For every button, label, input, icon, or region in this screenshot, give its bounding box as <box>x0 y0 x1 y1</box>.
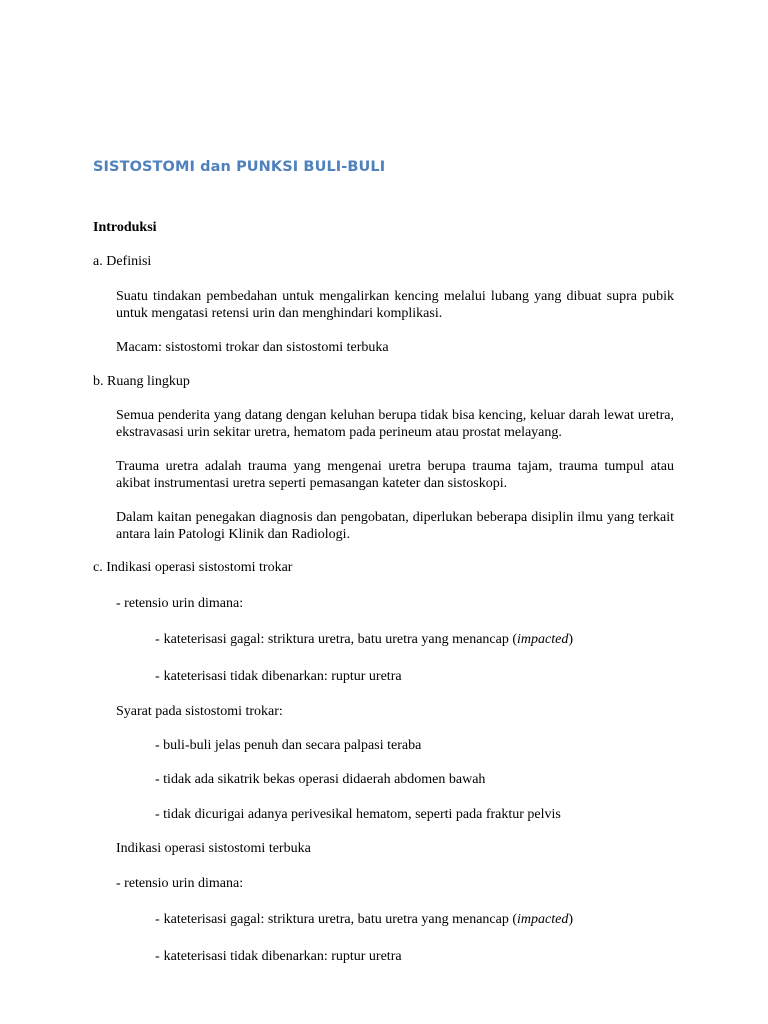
intro-heading: Introduksi <box>93 220 157 235</box>
kateterisasi-tidak-item <box>155 668 402 685</box>
syarat-item-2: - tidak ada sikatrik bekas operasi didaerah abdomen bawah <box>155 772 486 787</box>
kateterisasi-tidak-item-2 <box>155 948 402 965</box>
close-paren-2: ) <box>568 912 574 927</box>
scope-paragraph-3: Dalam kaitan penegakan diagnosis dan pengobatan, diperlukan beberapa disiplin ilmu yang terkait antara lain Patologi Klinik dan Radiologi. <box>116 510 674 542</box>
retensio-item: - retensio urin dimana: <box>116 596 244 611</box>
section-c-label: c. Indikasi operasi sistostomi trokar <box>93 560 293 575</box>
indikasi-terbuka-heading: Indikasi operasi sistostomi terbuka <box>116 841 311 856</box>
definition-paragraph: Suatu tindakan pembedahan untuk mengalirkan kencing melalui lubang yang dibuat supra pubik untuk mengatasi retensi urin dan menghindari komplikasi. <box>116 289 674 321</box>
list-dash: - <box>155 949 160 964</box>
section-b-label: b. Ruang lingkup <box>93 374 190 389</box>
types-paragraph: Macam: sistostomi trokar dan sistostomi terbuka <box>116 340 389 355</box>
syarat-item-1: - buli-buli jelas penuh dan secara palpasi teraba <box>155 738 422 753</box>
list-dash: - <box>155 912 160 927</box>
syarat-heading: Syarat pada sistostomi trokar: <box>116 704 283 719</box>
kateterisasi-tidak-text: kateterisasi tidak dibenarkan: ruptur uretra <box>163 669 402 684</box>
syarat-item-3: - tidak dicurigai adanya perivesikal hematom, seperti pada fraktur pelvis <box>155 807 561 822</box>
kateterisasi-gagal-text-2: kateterisasi gagal: striktura uretra, batu uretra yang menancap ( <box>163 912 518 927</box>
list-dash: - <box>155 632 160 647</box>
kateterisasi-gagal-item <box>155 631 573 648</box>
close-paren: ) <box>568 632 574 647</box>
document-title: SISTOSTOMI dan PUNKSI BULI-BULI <box>93 159 386 175</box>
section-a-label: a. Definisi <box>93 254 152 269</box>
kateterisasi-gagal-text: kateterisasi gagal: striktura uretra, batu uretra yang menancap ( <box>163 632 518 647</box>
retensio-item-2: - retensio urin dimana: <box>116 876 244 891</box>
scope-paragraph-1: Semua penderita yang datang dengan keluhan berupa tidak bisa kencing, keluar darah lewat uretra, ekstravasasi urin sekitar uretra, hematom pada perineum atau prostat melayang. <box>116 408 674 440</box>
list-dash: - <box>155 669 160 684</box>
kateterisasi-gagal-item-2 <box>155 911 573 928</box>
impacted-term-2: impacted <box>517 912 569 927</box>
kateterisasi-tidak-text-2: kateterisasi tidak dibenarkan: ruptur uretra <box>163 949 402 964</box>
impacted-term: impacted <box>517 632 569 647</box>
scope-paragraph-2: Trauma uretra adalah trauma yang mengenai uretra berupa trauma tajam, trauma tumpul atau akibat instrumentasi uretra seperti pemasangan kateter dan sistoskopi. <box>116 459 674 491</box>
